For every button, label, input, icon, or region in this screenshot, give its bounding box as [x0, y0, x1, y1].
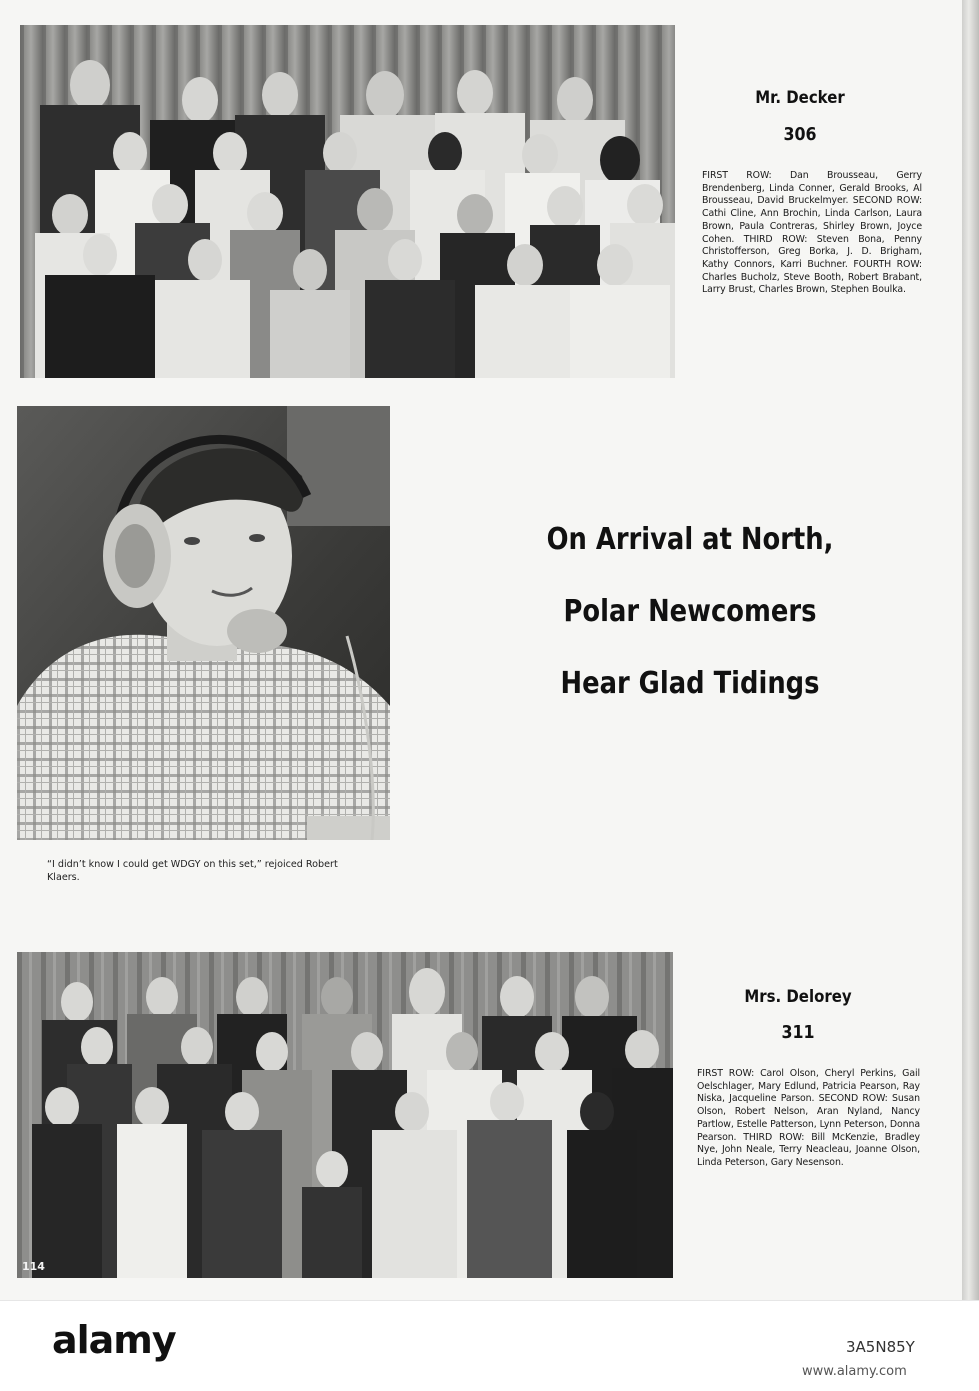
student-names-306: FIRST ROW: Dan Brousseau, Gerry Brendenberg, Linda Conner, Gerald Brooks, Al Brousseau, David Bruckelmyer. SECOND ROW: Cathi Cline, Ann Brochin, Linda Carlson, Laura Brown, Paula Contreras, Shirley Brown, Joyce Cohen. THIRD ROW: Steven Bona, Penny Christofferson, Greg Borka, J. D. Brigham, Kathy Connors, Karri Buchner. FOURTH ROW: Charles Bucholz, Steve Booth, Robert Brabant, Larry Brust, Charles Brown, Stephen Boulka.	[702, 170, 922, 296]
teacher-name-311: Mrs. Delorey	[744, 987, 852, 1007]
headline-line-3: Hear Glad Tidings	[560, 666, 820, 701]
room-number-311: 311	[781, 1022, 815, 1043]
room-number-306: 306	[783, 124, 817, 145]
headphones-boy-photo	[17, 406, 390, 840]
image-id: 3A5N85Y	[846, 1338, 915, 1356]
headline-line-2: Polar Newcomers	[563, 594, 817, 629]
brand-logo: alamy	[52, 1318, 176, 1362]
page-number: 114	[22, 1260, 45, 1273]
site-url[interactable]: www.alamy.com	[802, 1364, 907, 1379]
photo-caption: “I didn’t know I could get WDGY on this set,” rejoiced Robert Klaers.	[47, 859, 338, 883]
teacher-name-306: Mr. Decker	[755, 88, 845, 108]
headline-line-1: On Arrival at North,	[546, 522, 834, 557]
page-binding-edge	[962, 0, 979, 1300]
student-names-311: FIRST ROW: Carol Olson, Cheryl Perkins, Gail Oelschlager, Mary Edlund, Patricia Pearson, Ray Niska, Jacqueline Parson. SECOND ROW: Susan Olson, Robert Nelson, Aran Nyland, Nancy Partlow, Estelle Patterson, Lynn Peterson, Donna Pearson. THIRD ROW: Bill McKenzie, Bradley Nye, John Neale, Terry Neacleau, Joanne Olson, Linda Peterson, Gary Nesenson.	[697, 1068, 920, 1168]
class-photo-311	[17, 952, 673, 1278]
class-photo-306	[20, 25, 675, 378]
